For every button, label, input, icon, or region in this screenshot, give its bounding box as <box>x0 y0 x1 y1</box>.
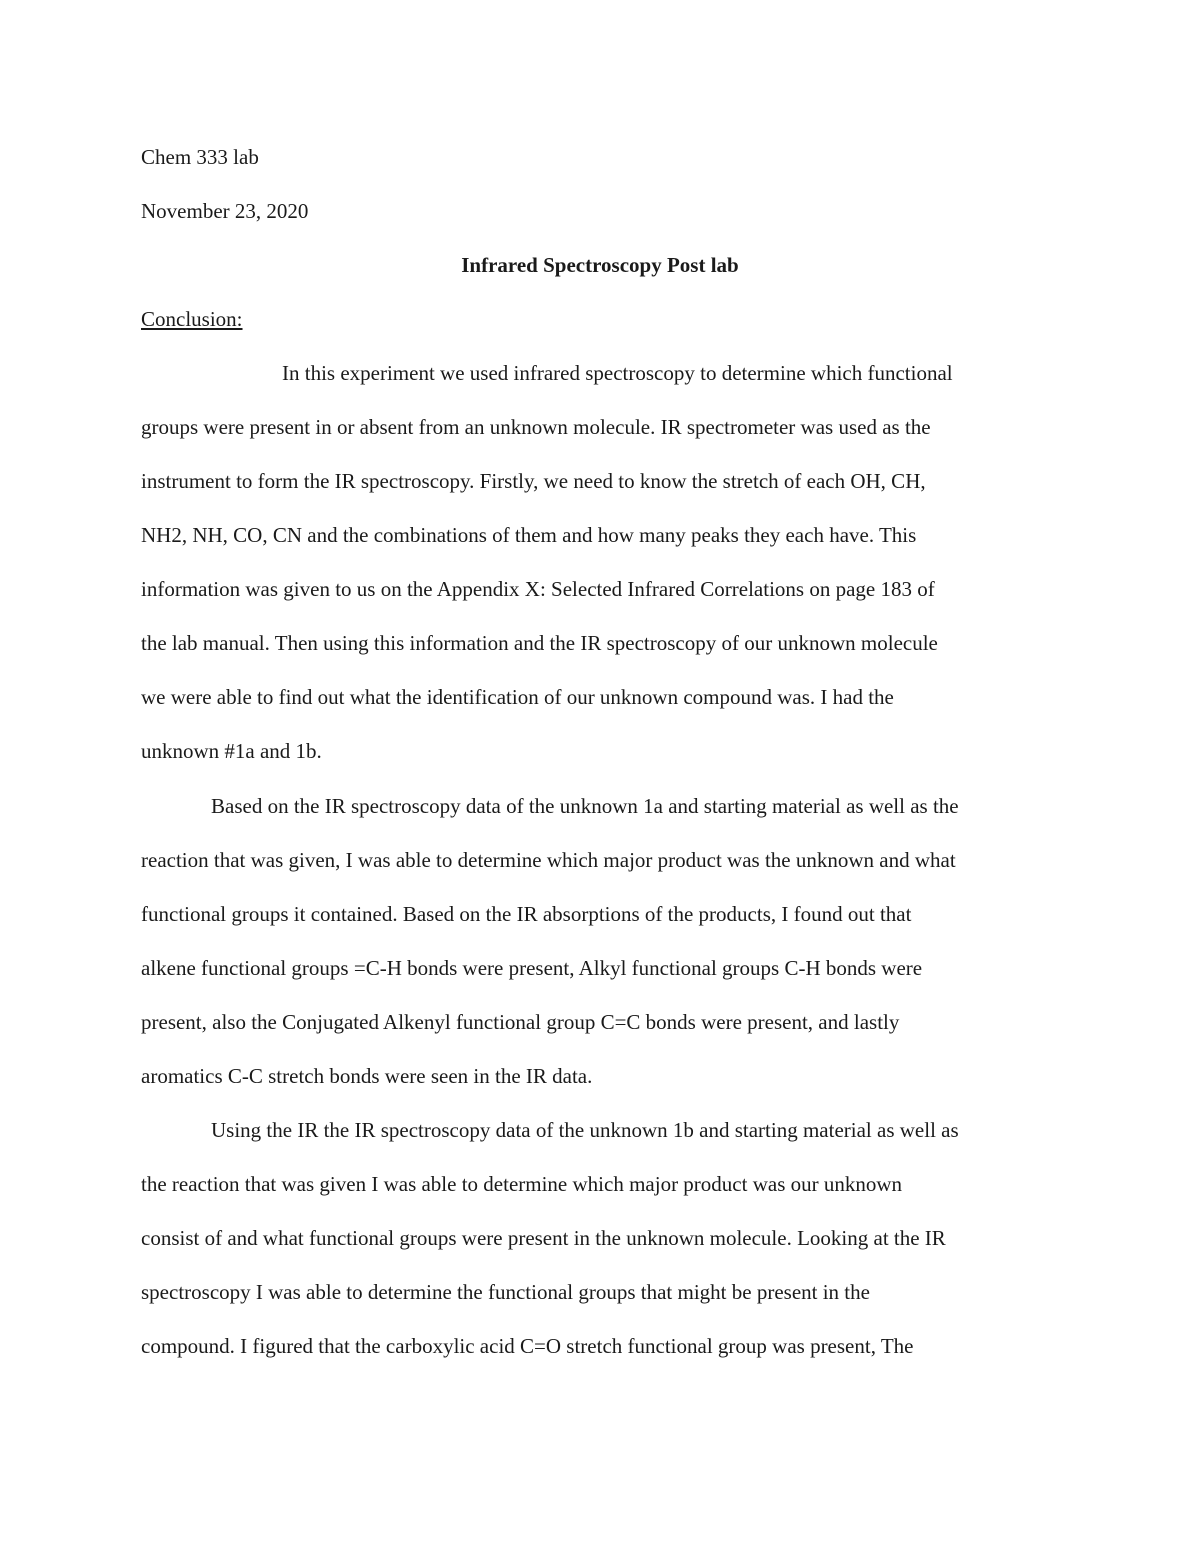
body-line: instrument to form the IR spectroscopy. Firstly, we need to know the stretch of each OH, CH, <box>141 469 926 493</box>
body-line: aromatics C-C stretch bonds were seen in the IR data. <box>141 1064 593 1088</box>
body-line: unknown #1a and 1b. <box>141 739 322 763</box>
date-line: November 23, 2020 <box>141 199 309 223</box>
body-line: we were able to find out what the identification of our unknown compound was. I had the <box>141 685 894 709</box>
body-line: functional groups it contained. Based on the IR absorptions of the products, I found out that <box>141 902 912 926</box>
body-line: the lab manual. Then using this information and the IR spectroscopy of our unknown molecule <box>141 631 938 655</box>
body-line: alkene functional groups =C-H bonds were present, Alkyl functional groups C-H bonds were <box>141 956 923 980</box>
body-line: NH2, NH, CO, CN and the combinations of them and how many peaks they each have. This <box>141 523 917 547</box>
section-heading: Conclusion: <box>141 307 243 331</box>
course-line: Chem 333 lab <box>141 145 259 169</box>
body-line: present, also the Conjugated Alkenyl functional group C=C bonds were present, and lastly <box>141 1010 900 1034</box>
body-line: spectroscopy I was able to determine the functional groups that might be present in the <box>141 1280 870 1304</box>
body-line: the reaction that was given I was able to determine which major product was our unknown <box>141 1172 903 1196</box>
body-line: information was given to us on the Appendix X: Selected Infrared Correlations on page 183 of <box>141 577 935 601</box>
page-title: Infrared Spectroscopy Post lab <box>461 253 739 277</box>
body-line: consist of and what functional groups were present in the unknown molecule. Looking at the IR <box>141 1226 946 1250</box>
body-line: compound. I figured that the carboxylic acid C=O stretch functional group was present, The <box>141 1334 914 1358</box>
body-line: groups were present in or absent from an unknown molecule. IR spectrometer was used as the <box>141 415 931 439</box>
body-line: reaction that was given, I was able to determine which major product was the unknown and what <box>141 848 956 872</box>
body-line: In this experiment we used infrared spectroscopy to determine which functional <box>282 361 953 385</box>
body-line: Using the IR the IR spectroscopy data of the unknown 1b and starting material as well as <box>211 1118 959 1142</box>
body-line: Based on the IR spectroscopy data of the unknown 1a and starting material as well as the <box>211 794 959 818</box>
